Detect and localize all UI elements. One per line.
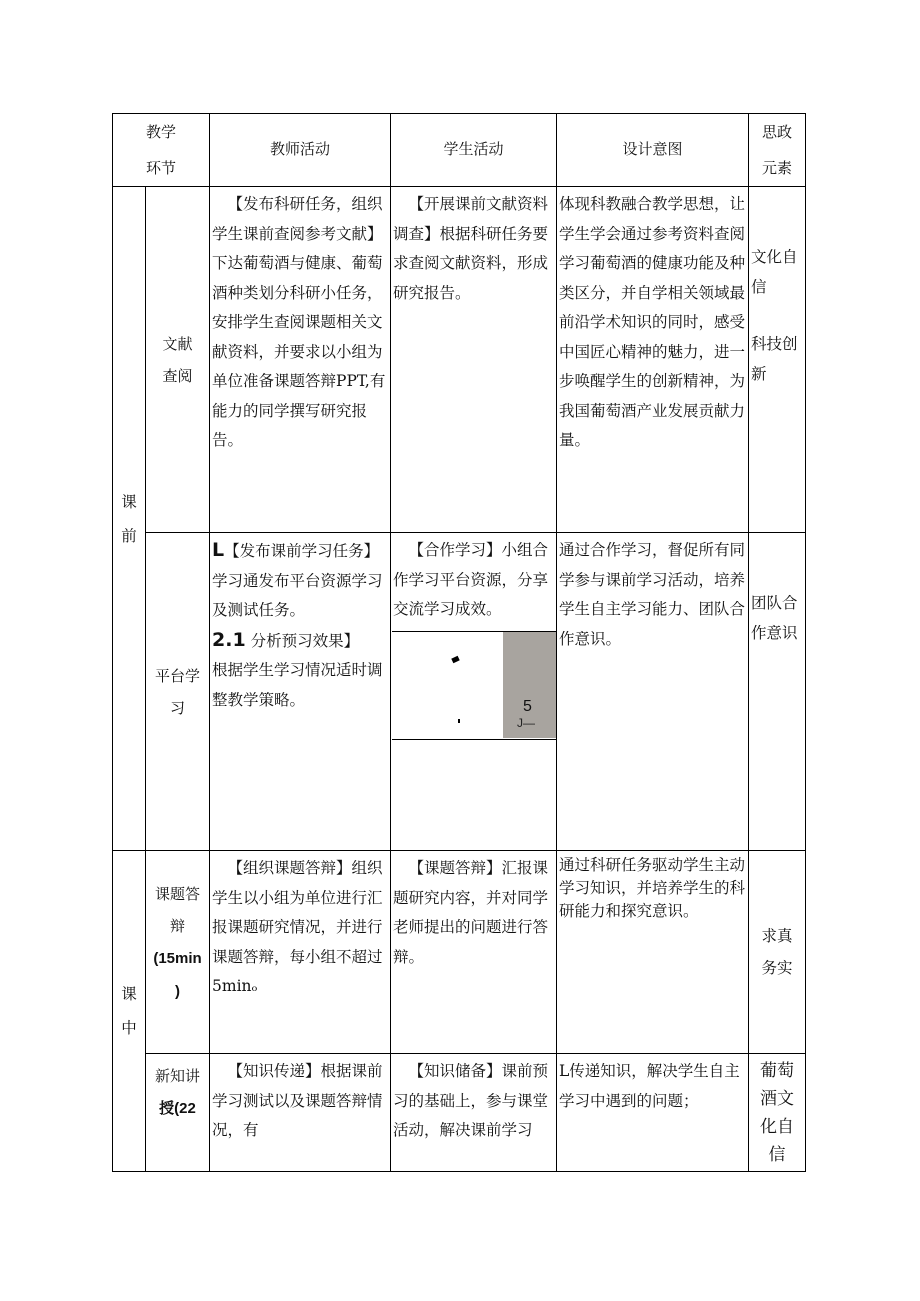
mark-dot (458, 719, 460, 723)
sub-stage-platform: 平台学 习 (146, 533, 210, 851)
header-stage: 教学 环节 (113, 114, 210, 187)
header-design: 设计意图 (557, 114, 749, 187)
header-student: 学生活动 (391, 114, 557, 187)
student-activity: 【开展课前文献资料调查】根据科研任务要求查阅文献资料，形成研究报告。 (391, 187, 557, 533)
lesson-plan-table (112, 113, 806, 1172)
design-intent: L传递知识，解决学生自主学习中遇到的问题； (557, 1054, 749, 1172)
table-row (113, 533, 806, 851)
table-row (113, 1054, 806, 1172)
header-sizheng: 思政 元素 (749, 114, 806, 187)
sizheng-element: 葡萄 酒文 化自 信 (749, 1054, 806, 1172)
teacher-activity: L【发布课前学习任务】 学习通发布平台资源学习及测试任务。 2.1 分析预习效果】 根据学生学习情况适时调整教学策略。 (210, 533, 391, 851)
grey-panel: 5 J— (503, 632, 556, 738)
sizheng-element: 求真 务实 (749, 851, 806, 1054)
design-intent: 体现科教融合教学思想，让学生学会通过参考资料查阅学习葡萄酒的健康功能及种类区分，并自学相关领域最前沿学术知识的同时，感受中国匠心精神的魅力，进一步唤醒学生的创新精神，为我国葡萄酒产业发展贡献力量。 (557, 187, 749, 533)
mark-dash (451, 655, 459, 662)
teacher-activity: 【组织课题答辩】组织学生以小组为单位进行汇报课题研究情况，并进行课题答辩，每小组不超过5minₒ (210, 851, 391, 1054)
design-intent: 通过合作学习，督促所有同学参与课前学习活动，培养学生自主学习能力、团队合作意识。 (557, 533, 749, 851)
sizheng-element: 团队合作意识 (749, 533, 806, 851)
header-teacher: 教师活动 (210, 114, 391, 187)
sub-stage-new-knowledge: 新知讲 授(22 (146, 1054, 210, 1172)
sizheng-element: 文化自信 科技创新 (749, 187, 806, 533)
design-intent: 通过科研任务驱动学生主动学习知识，并培养学生的科研能力和探究意识。 (557, 851, 749, 1054)
student-activity: 【合作学习】小组合作学习平台资源，分享交流学习成效。 5 J— (391, 533, 557, 851)
student-activity: 【知识储备】课前预习的基础上，参与课堂活动，解决课前学习 (391, 1054, 557, 1172)
teacher-activity: 【知识传递】根据课前学习测试以及课题答辩情况，有 (210, 1054, 391, 1172)
header-row (113, 114, 806, 187)
stage-mid: 课 中 (113, 851, 146, 1172)
sub-stage-literature: 文献 查阅 (146, 187, 210, 533)
stage-pre: 课 前 (113, 187, 146, 851)
sub-stage-defense: 课题答 辩 (15min ) (146, 851, 210, 1054)
table-row (113, 187, 806, 533)
embedded-image (392, 631, 556, 740)
teacher-activity: 【发布科研任务，组织学生课前查阅参考文献】下达葡萄酒与健康、葡萄酒种类划分科研小任务，安排学生查阅课题相关文献资料，并要求以小组为单位准备课题答辩PPT,有能力的同学撰写研究报告。 (210, 187, 391, 533)
table-row (113, 851, 806, 1054)
student-activity: 【课题答辩】汇报课题研究内容，并对同学老师提出的问题进行答辩。 (391, 851, 557, 1054)
